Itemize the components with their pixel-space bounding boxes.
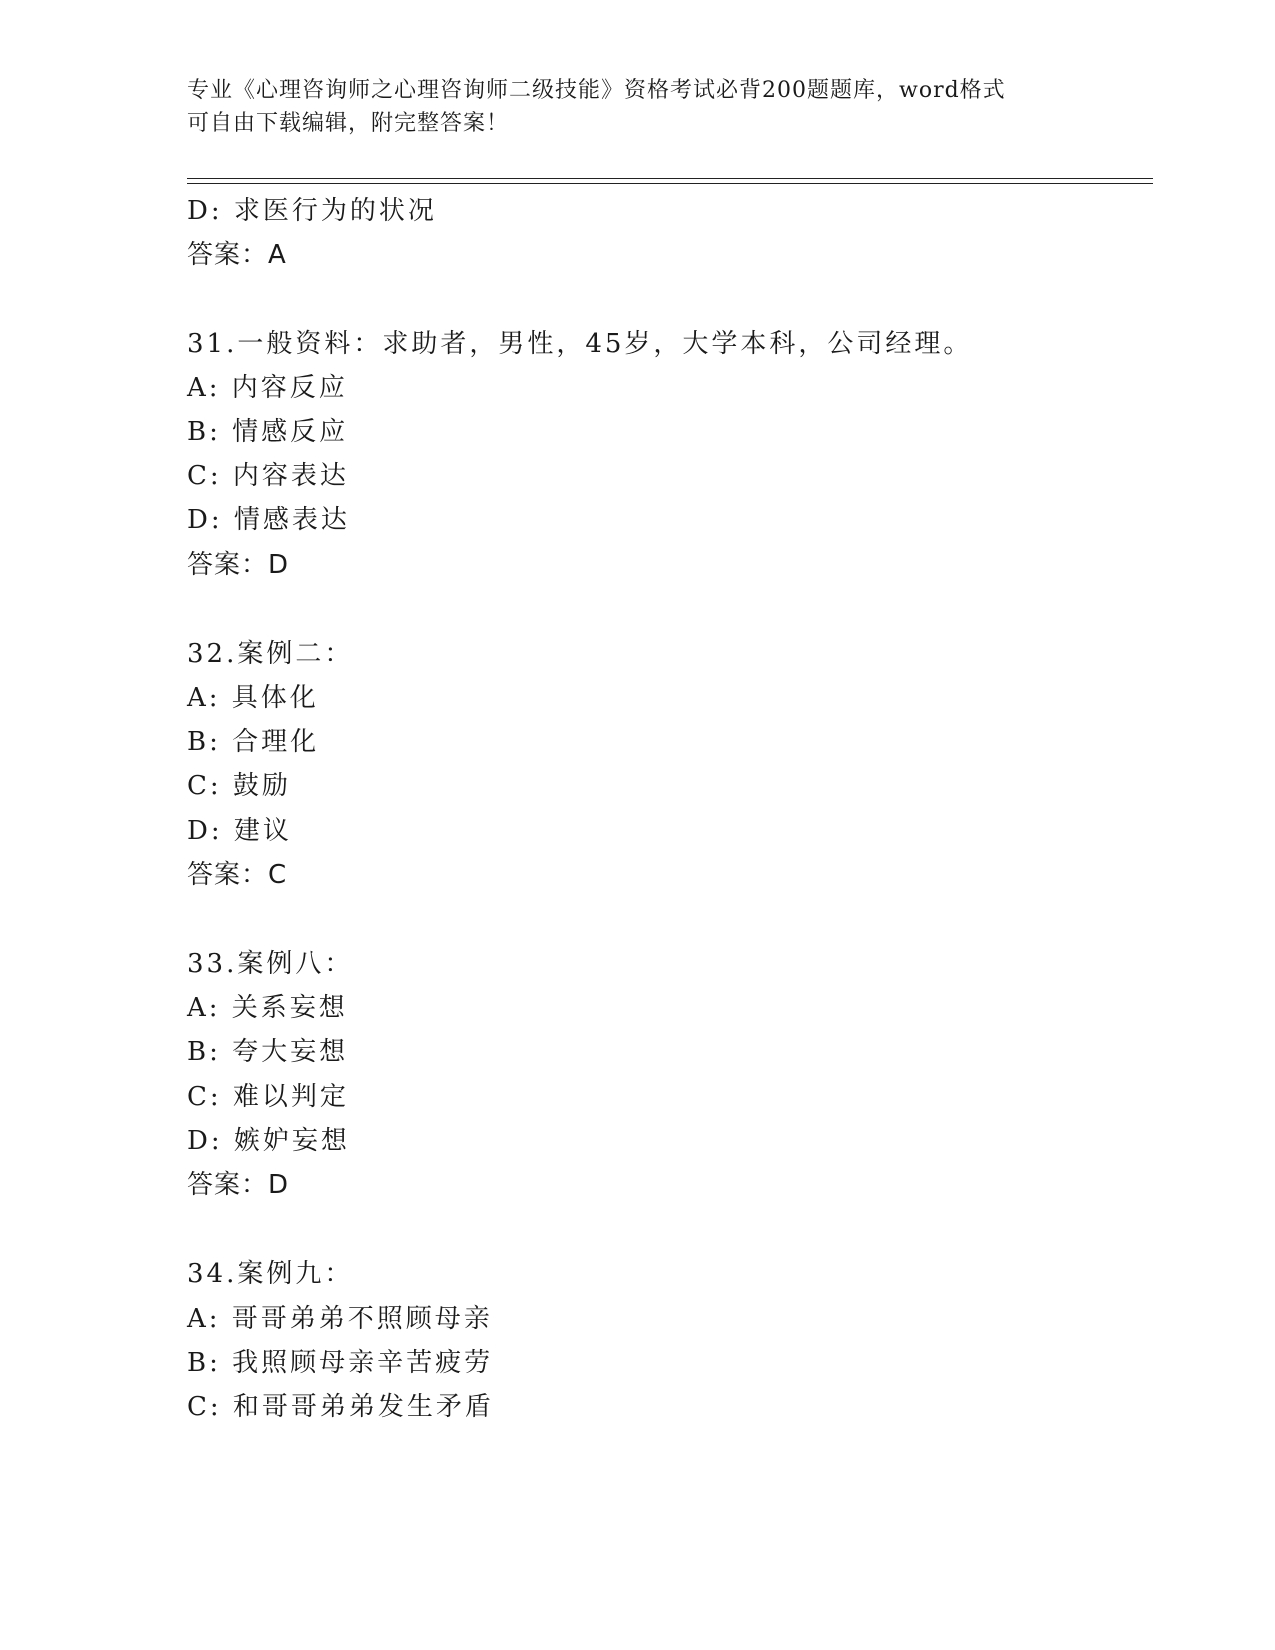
q31-option-b: B: 情感反应 (187, 417, 349, 447)
prev-answer: 答案：A (187, 240, 287, 270)
q33-option-d: D: 嫉妒妄想 (187, 1126, 350, 1156)
q31-option-a: A: 内容反应 (187, 373, 348, 403)
q33-option-a: A: 关系妄想 (187, 993, 348, 1023)
q33-stem: 33.案例八： (187, 949, 354, 979)
q34-option-a: A: 哥哥弟弟不照顾母亲 (187, 1304, 493, 1334)
q31-answer: 答案：D (187, 550, 290, 580)
q31-option-d: D: 情感表达 (187, 505, 350, 535)
q32-stem: 32.案例二： (187, 639, 354, 669)
header-divider-top (187, 178, 1153, 179)
q32-option-b: B: 合理化 (187, 727, 320, 757)
q31-option-c: C: 内容表达 (187, 461, 349, 491)
q32-option-a: A: 具体化 (187, 683, 319, 713)
header-divider-bottom (187, 183, 1153, 184)
q33-option-b: B: 夸大妄想 (187, 1037, 349, 1067)
header-line-1: 专业《心理咨询师之心理咨询师二级技能》资格考试必背200题题库，word格式 (187, 78, 1006, 103)
q33-option-c: C: 难以判定 (187, 1082, 349, 1112)
document-header (187, 74, 1067, 140)
q33-answer: 答案：D (187, 1170, 290, 1200)
prev-option-d: D: 求医行为的状况 (187, 196, 437, 226)
q32-answer: 答案：C (187, 860, 288, 890)
q32-option-c: C: 鼓励 (187, 771, 291, 801)
header-line-2: 可自由下载编辑，附完整答案！ (187, 111, 510, 136)
q34-option-c: C: 和哥哥弟弟发生矛盾 (187, 1392, 494, 1422)
q34-option-b: B: 我照顾母亲辛苦疲劳 (187, 1348, 494, 1378)
q34-stem: 34.案例九： (187, 1259, 354, 1289)
q32-option-d: D: 建议 (187, 816, 292, 846)
q31-stem: 31.一般资料：求助者，男性，45岁，大学本科，公司经理。 (187, 329, 973, 359)
